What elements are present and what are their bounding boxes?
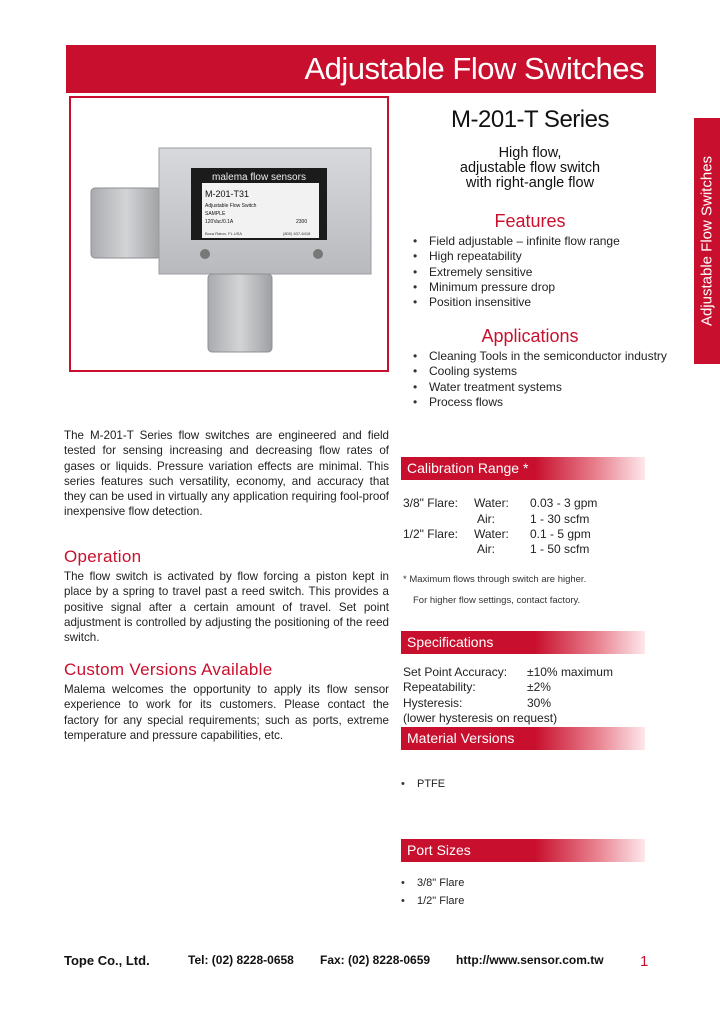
calibration-range: 0.03 - 3 gpm (530, 496, 598, 510)
list-item: • Process flows (413, 395, 667, 410)
page-title-bar (66, 45, 656, 93)
page-title: Adjustable Flow Switches (304, 51, 644, 86)
list-item: • Cleaning Tools in the semiconductor industry (413, 349, 667, 364)
calibration-range: 1 - 50 scfm (530, 542, 590, 556)
operation-paragraph: The flow switch is activated by flow forcing a piston kept in place by a spring to travel past a reed switch. This provides a positive signal after a certain amount of travel. Set point adjustment is controlled by adjusting the positioning of the reed switch. (64, 570, 389, 645)
footer-fax: Fax: (02) 8228-0659 (320, 953, 431, 967)
intro-paragraph: The M-201-T Series flow switches are engineered and field tested for sensing increasing and decreasing flow rates of gases or liquids. Pressure variation effects are minimal. This series features such versatility, economy, and accuracy that they can be used in virtually any application requiring fool-proof inexpensive flow detection. (64, 429, 389, 519)
product-photo (69, 96, 389, 372)
specifications-heading: Specifications (401, 631, 645, 654)
tagline-line: adjustable flow switch (459, 160, 601, 176)
list-item: • Position insensitive (413, 295, 620, 310)
calibration-heading: Calibration Range * (401, 457, 645, 480)
list-item: • Water treatment systems (413, 380, 667, 395)
label-number: 2300 (296, 219, 308, 225)
ports-list (401, 874, 464, 910)
spec-note: (lower hysteresis on request) (403, 711, 558, 725)
materials-list (401, 777, 445, 792)
series-title: M-201-T Series (451, 106, 609, 133)
list-item: • Cooling systems (413, 364, 667, 379)
side-tab (694, 118, 720, 364)
calibration-port: 1/2" Flare: (403, 527, 458, 541)
applications-heading: Applications (481, 326, 579, 346)
label-phone: (800) 637-6418 (283, 231, 311, 236)
tagline-line: High flow, (498, 145, 562, 161)
page-number: 1 (640, 953, 649, 970)
spec-value: ±2% (527, 680, 551, 694)
spec-value: 30% (527, 696, 552, 710)
features-list (413, 234, 620, 310)
label-location: Boca Raton, FL USA (205, 231, 242, 236)
spec-value: ±10% maximum (527, 665, 613, 679)
calibration-medium: Air: (477, 512, 495, 526)
label-brand: malema flow sensors (212, 172, 306, 183)
list-item: • 1/2" Flare (401, 892, 464, 910)
label-model: M-201-T31 (205, 189, 250, 199)
features-heading: Features (494, 211, 566, 231)
label-desc: Adjustable Flow Switch (205, 203, 257, 209)
materials-heading: Material Versions (401, 727, 645, 750)
spec-label: Hysteresis: (403, 696, 463, 710)
custom-paragraph: Malema welcomes the opportunity to apply its flow sensor experience to work for its customers. Please contact the factory for any special requirements; such as ports, extreme temperature and pressure capabilities, etc. (64, 683, 389, 742)
ports-heading: Port Sizes (401, 839, 645, 862)
calibration-range: 1 - 30 scfm (530, 512, 590, 526)
side-tab-label: Adjustable Flow Switches (698, 155, 716, 327)
spec-label: Repeatability: (403, 680, 476, 694)
list-item: • High repeatability (413, 249, 620, 264)
tagline-line: with right-angle flow (465, 175, 595, 191)
list-item: • Minimum pressure drop (413, 280, 620, 295)
applications-list (413, 349, 667, 410)
calibration-note: * Maximum flows through switch are higher. (403, 574, 587, 585)
calibration-range: 0.1 - 5 gpm (530, 527, 591, 541)
list-item: • 3/8" Flare (401, 874, 464, 892)
calibration-medium: Air: (477, 542, 495, 556)
label-rating: 120Vac/0.1A (205, 219, 234, 225)
footer-company: Tope Co., Ltd. (64, 953, 150, 968)
custom-heading: Custom Versions Available (64, 660, 273, 679)
label-sample: SAMPLE (205, 211, 226, 217)
calibration-note: For higher flow settings, contact factory. (413, 595, 581, 606)
calibration-medium: Water: (474, 496, 509, 510)
tagline (420, 146, 640, 191)
list-item: • Field adjustable – infinite flow range (413, 234, 620, 249)
list-item: • Extremely sensitive (413, 265, 620, 280)
calibration-medium: Water: (474, 527, 509, 541)
spec-label: Set Point Accuracy: (403, 665, 508, 679)
footer-tel: Tel: (02) 8228-0658 (188, 953, 294, 967)
calibration-port: 3/8" Flare: (403, 496, 458, 510)
footer-url[interactable]: http://www.sensor.com.tw (456, 953, 604, 967)
list-item: • PTFE (401, 777, 445, 792)
operation-heading: Operation (64, 547, 142, 566)
flow-switch-illustration (71, 98, 387, 370)
